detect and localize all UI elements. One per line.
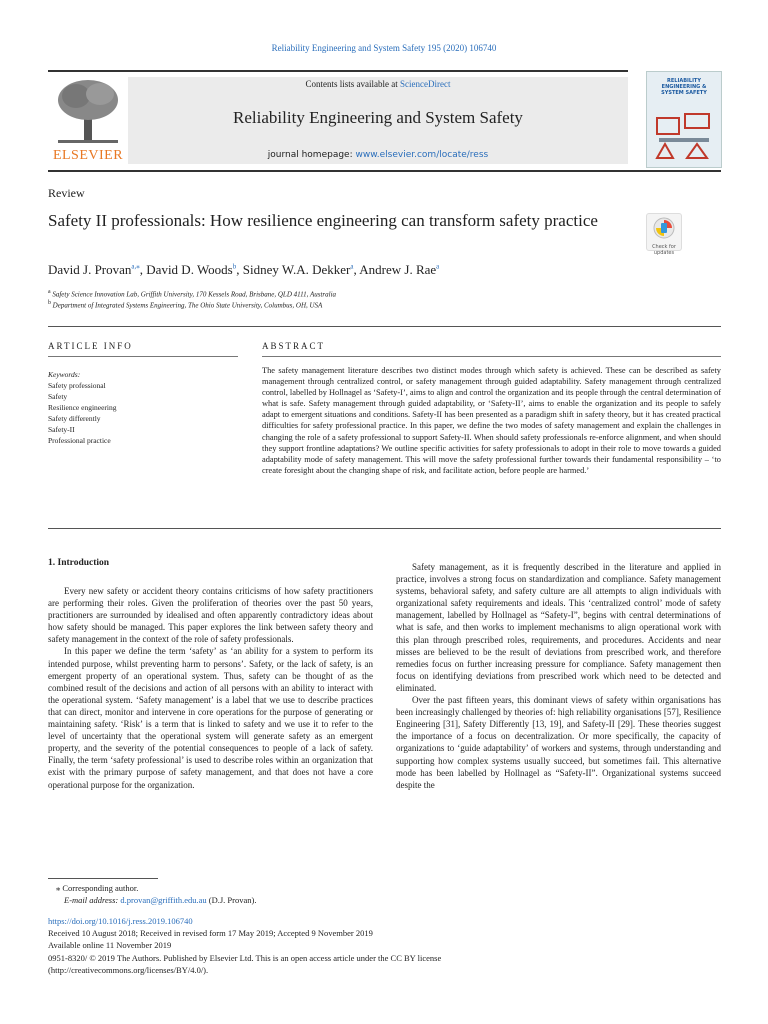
section-divider xyxy=(48,326,721,327)
author-list: David J. Provan$^{a,⁎}$, David D. Woods$^b$, Sidney W.A. Dekker$^a$, Andrew J. Rae$^a$ xyxy=(48,262,440,277)
email-suffix: (D.J. Provan). xyxy=(206,895,257,905)
sciencedirect-link[interactable]: ScienceDirect xyxy=(400,79,451,89)
author-name[interactable]: Andrew J. Rae xyxy=(359,262,437,277)
author-affiliation-mark[interactable]: a xyxy=(436,262,440,271)
available-online: Available online 11 November 2019 xyxy=(48,940,172,950)
affiliation-text: Safety Science Innovation Lab, Griffith University, 170 Kessels Road, Brisbane, QLD 4111, Australia xyxy=(52,290,337,299)
section-divider xyxy=(48,528,721,529)
cover-illustration-icon xyxy=(655,110,713,160)
received-dates: Received 10 August 2018; Received in revised form 17 May 2019; Accepted 9 November 2019 xyxy=(48,928,373,938)
keywords-block xyxy=(48,369,228,446)
corresponding-author-note: ⁎ Corresponding author. xyxy=(56,883,139,893)
license-line: 0951-8320/ © 2019 The Authors. Published by Elsevier Ltd. This is an open access article under the CC BY license xyxy=(48,953,442,963)
keyword: Safety professional xyxy=(48,381,106,390)
body-paragraph: Safety management, as it is frequently described in the literature and applied in practice, involves a strong focus on standardization and compliance. Safety management systems, behavioral safety, and safety culture are all attempts to align individuals with organizational safety requirements and ideals. This ‘centralized control’ mode of safety management, labelled by Hollnagel as “Safety-I”, begins with central determinations of what is safe, and then works to implement mechanisms to align operational work with this plan through prescribed roles, requirements, and procedures. Accidents and near misses are believed to be the result of deviations from prescribed work, and therefore remedies focus on further increasing pressure for compliance. Safety management then focus on identifying deviations from prescribed work which need to be detected and eliminated. xyxy=(396,562,721,693)
keywords-label: Keywords: xyxy=(48,370,81,379)
body-paragraph: Over the past fifteen years, this dominant views of safety within organisations has been increasingly challenged by theories of: high reliability organisations [57], Resilience Engineering [31], Safety Differently [13, 19], and Safety-II [29]. These theories suggest the importance of a focus on decentralization. Or more specifically, the capacity of organizations to ‘guide adaptability’ of workers and systems, through understanding and supporting how complex systems usually succeed, but sometimes fail. This alternative mode has been labelled by Hollnagel as “Safety-II”. Organizational systems succeed despite the xyxy=(396,695,721,790)
email-label: E-mail address: xyxy=(64,895,121,905)
body-paragraph: In this paper we define the term ‘safety’ as ‘an ability for a system to perform its intended purpose, whilst preventing harm to persons’. Safety, or the lack of safety, is an emergent property of an operational system. Thus, safety can be thought of as the combined result of the decisions and action of all persons with an ability to interact with the operational system. ‘Safety management’ is a label that we use to describe practices that can direct, monitor and intervene in core operations for the purpose of generating or maintaining safety. ‘Risk’ is a term that is linked to safety and we use it to refer to the level of uncertainty that the operational system will generate safety as an emergent property, and the severity of the potential consequences to people of a lack of safety. Finally, the term ‘safety professional’ is used to describe roles within an organization that exist with the primary purpose of safety management, and that does not have a core operational purpose for the organization. xyxy=(48,646,373,790)
keyword: Safety xyxy=(48,392,68,401)
body-paragraph: Every new safety or accident theory contains criticisms of how safety practitioners are performing their roles. Given the proliferation of theories over the past 50 years, practitioners are surrounded by idealised and often apparently contradictory ideas about how safety should be managed. This paper explores the link between safety theory and safety management in the context of the role of safety professionals. xyxy=(48,586,373,645)
homepage-prefix: journal homepage: xyxy=(267,150,356,160)
paper-title: Safety II professionals: How resilience engineering can transform safety practice xyxy=(48,211,598,230)
author-affiliation-mark[interactable]: a xyxy=(350,262,354,271)
crossmark-icon xyxy=(653,217,675,239)
keyword: Safety-II xyxy=(48,425,75,434)
body-column-right xyxy=(396,561,721,791)
affiliation xyxy=(48,300,322,309)
journal-reference[interactable]: Reliability Engineering and System Safety 195 (2020) 106740 xyxy=(271,43,497,53)
journal-title: Reliability Engineering and System Safety xyxy=(233,108,523,127)
footnote-rule xyxy=(48,878,158,879)
cover-title: RELIABILITY ENGINEERING & SYSTEM SAFETY xyxy=(661,78,707,96)
affiliation-text: Department of Integrated Systems Engineering, The Ohio State University, Columbus, OH, USA xyxy=(52,301,323,310)
crossmark-badge[interactable] xyxy=(646,213,682,256)
article-info-heading: ARTICLE INFO xyxy=(48,341,133,351)
article-info-rule xyxy=(48,356,238,357)
contents-line xyxy=(128,79,628,89)
keyword: Resilience engineering xyxy=(48,403,117,412)
homepage-line xyxy=(128,150,628,160)
keyword: Professional practice xyxy=(48,436,111,445)
publisher-logo-text: ELSEVIER xyxy=(52,148,124,163)
email-line xyxy=(64,894,256,906)
affiliation-mark: b xyxy=(48,300,51,306)
license-url[interactable]: (http://creativecommons.org/licenses/BY/4.0/). xyxy=(48,965,209,975)
intro-heading: 1. Introduction xyxy=(48,558,110,568)
crossmark-label: Check for updates xyxy=(652,244,676,256)
author-name[interactable]: David J. Provan xyxy=(48,262,132,277)
header-rule xyxy=(48,70,628,72)
abstract-rule xyxy=(262,356,721,357)
author-affiliation-mark[interactable]: b xyxy=(232,262,237,271)
affiliation-mark: a xyxy=(48,289,51,295)
author-name[interactable]: David D. Woods xyxy=(146,262,233,277)
contents-prefix: Contents lists available at xyxy=(305,79,400,89)
email-link[interactable]: d.provan@griffith.edu.au xyxy=(120,895,207,905)
doi-link[interactable]: https://doi.org/10.1016/j.ress.2019.106740 xyxy=(48,916,193,926)
author-affiliation-mark[interactable]: a,⁎ xyxy=(131,262,140,271)
journal-cover[interactable] xyxy=(646,71,722,168)
header-rule-bottom xyxy=(48,170,721,172)
abstract-text: The safety management literature describes two distinct modes through which safety is achieved. These can be described as safety management through centralized control, or safety management through guided adaptability. Safety management through centralized control, labelled by Hollnagel as ‘Safety-I’, aims to align and control the organization and its people through the central determination of what is safe. Safety management through guided adaptability, or ‘Safety-II’, aims to enable the organization and its people to safely adapt to emergent situations and conditions. Safety-II has been presented as a paradigm shift in safety theory, but it has created practical difficulties for safety professional practice. In this paper, we define the two modes of safety management and explain the challenges in changing the role of a safety professional to support Safety-II. When should safety professionals re-enforce alignment, and when should they support frontline adaptations? We outline specific activities for safety professionals to adopt in their role to move towards a guided adaptability mode of safety management. This will move the safety professional further towards their fundamental responsibility – ‘to create foresight about the changing shape of risk, and facilitate action, before people are harmed.’ xyxy=(262,366,721,475)
abstract-heading: ABSTRACT xyxy=(262,341,326,351)
homepage-link[interactable]: www.elsevier.com/locate/ress xyxy=(355,150,489,160)
body-column-left xyxy=(48,585,373,791)
keyword: Safety differently xyxy=(48,414,101,423)
affiliation xyxy=(48,289,336,298)
author-name[interactable]: Sidney W.A. Dekker xyxy=(242,262,351,277)
article-type: Review xyxy=(48,186,85,200)
